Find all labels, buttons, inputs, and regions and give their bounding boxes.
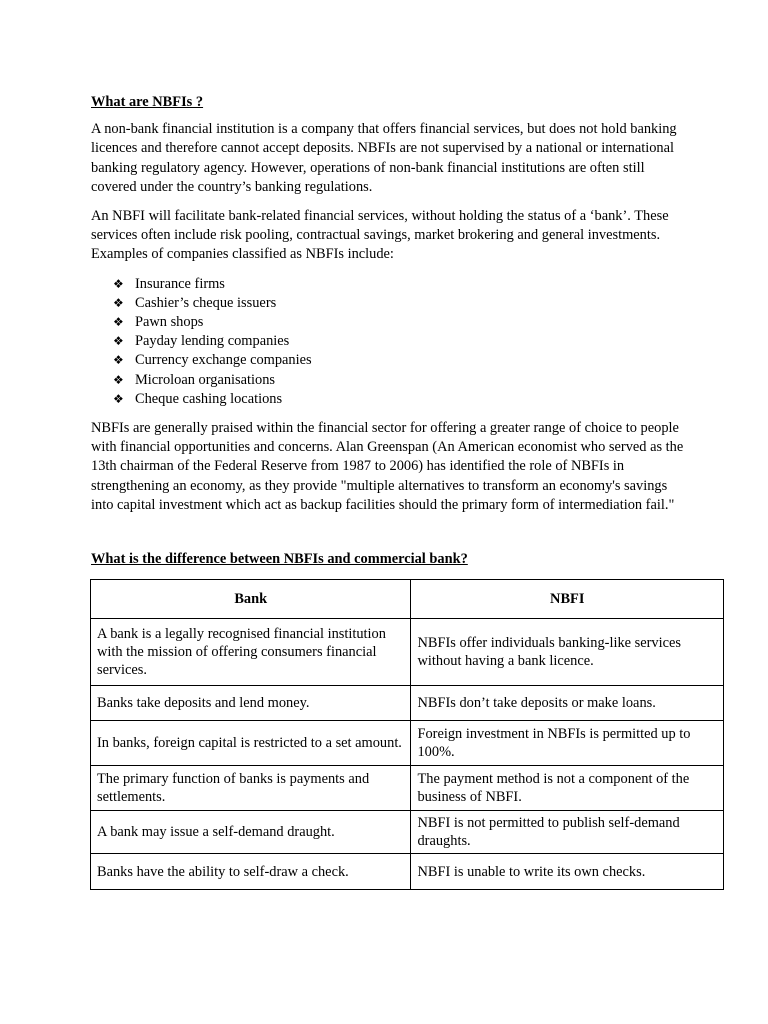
list-item: ❖ Pawn shops xyxy=(113,313,691,332)
diamond-bullet-icon: ❖ xyxy=(113,334,124,349)
list-item: ❖ Insurance firms xyxy=(113,275,691,294)
table-row xyxy=(91,619,724,686)
list-item: ❖ Microloan organisations xyxy=(113,371,691,390)
paragraph-greenspan: NBFIs are generally praised within the financial sector for offering a greater range of choice to people with financial opportunities and concerns. Alan Greenspan (An American economist who served as the 13th chairman of the Federal Reserve from 1987 to 2006) has identified the role of NBFIs in strengthening an economy, as they provide "multiple alternatives to transform an economy's savings into capital investment which act as backup facilities should the primary form of intermediation fail." xyxy=(91,420,684,513)
bank-cell: The primary function of banks is payments and settlements. xyxy=(91,766,411,811)
table-row xyxy=(91,686,724,721)
table-row xyxy=(91,854,724,890)
diamond-bullet-icon: ❖ xyxy=(113,372,124,387)
heading-difference: What is the difference between NBFIs and commercial bank? xyxy=(91,551,468,567)
nbfi-cell: NBFI is not permitted to publish self-demand draughts. xyxy=(411,811,724,854)
document-body xyxy=(91,93,691,525)
nbfi-cell: Foreign investment in NBFIs is permitted up to 100%. xyxy=(411,721,724,766)
bank-cell: A bank is a legally recognised financial institution with the mission of offering consumers financial services. xyxy=(91,619,411,686)
table-header-row xyxy=(91,580,724,619)
heading-what-are-nbfis: What are NBFIs ? xyxy=(91,94,204,110)
table-row xyxy=(91,811,724,854)
table-row xyxy=(91,721,724,766)
bank-cell: In banks, foreign capital is restricted to a set amount. xyxy=(91,721,411,766)
column-header-nbfi: NBFI xyxy=(411,580,724,619)
bank-cell: Banks take deposits and lend money. xyxy=(91,686,411,721)
list-item: ❖ Currency exchange companies xyxy=(113,351,691,370)
table-row xyxy=(91,766,724,811)
list-item: ❖ Payday lending companies xyxy=(113,332,691,351)
diamond-bullet-icon: ❖ xyxy=(113,315,124,330)
diamond-bullet-icon: ❖ xyxy=(113,353,124,368)
nbfi-cell: The payment method is not a component of the business of NBFI. xyxy=(411,766,724,811)
diamond-bullet-icon: ❖ xyxy=(113,295,124,310)
list-item: ❖ Cashier’s cheque issuers xyxy=(113,294,691,313)
comparison-table xyxy=(90,579,724,890)
nbfi-cell: NBFIs don’t take deposits or make loans. xyxy=(411,686,724,721)
column-header-bank: Bank xyxy=(91,580,411,619)
diamond-bullet-icon: ❖ xyxy=(113,391,124,406)
diamond-bullet-icon: ❖ xyxy=(113,276,124,291)
list-item: ❖ Cheque cashing locations xyxy=(113,390,691,409)
nbfi-cell: NBFIs offer individuals banking-like services without having a bank licence. xyxy=(411,619,724,686)
bank-cell: Banks have the ability to self-draw a check. xyxy=(91,854,411,890)
bank-cell: A bank may issue a self-demand draught. xyxy=(91,811,411,854)
examples-list xyxy=(91,275,691,409)
nbfi-cell: NBFI is unable to write its own checks. xyxy=(411,854,724,890)
paragraph-definition: A non-bank financial institution is a company that offers financial services, but does not hold banking licences and therefore cannot accept deposits. NBFIs are not supervised by a national or international banking regulatory agency. However, operations of non-bank financial institutions are often still covered under the country’s banking regulations. xyxy=(91,121,677,195)
paragraph-services: An NBFI will facilitate bank-related financial services, without holding the status of a ‘bank’. These services often include risk pooling, contractual savings, market brokering and general investments. Examples of companies classified as NBFIs include: xyxy=(91,208,669,263)
